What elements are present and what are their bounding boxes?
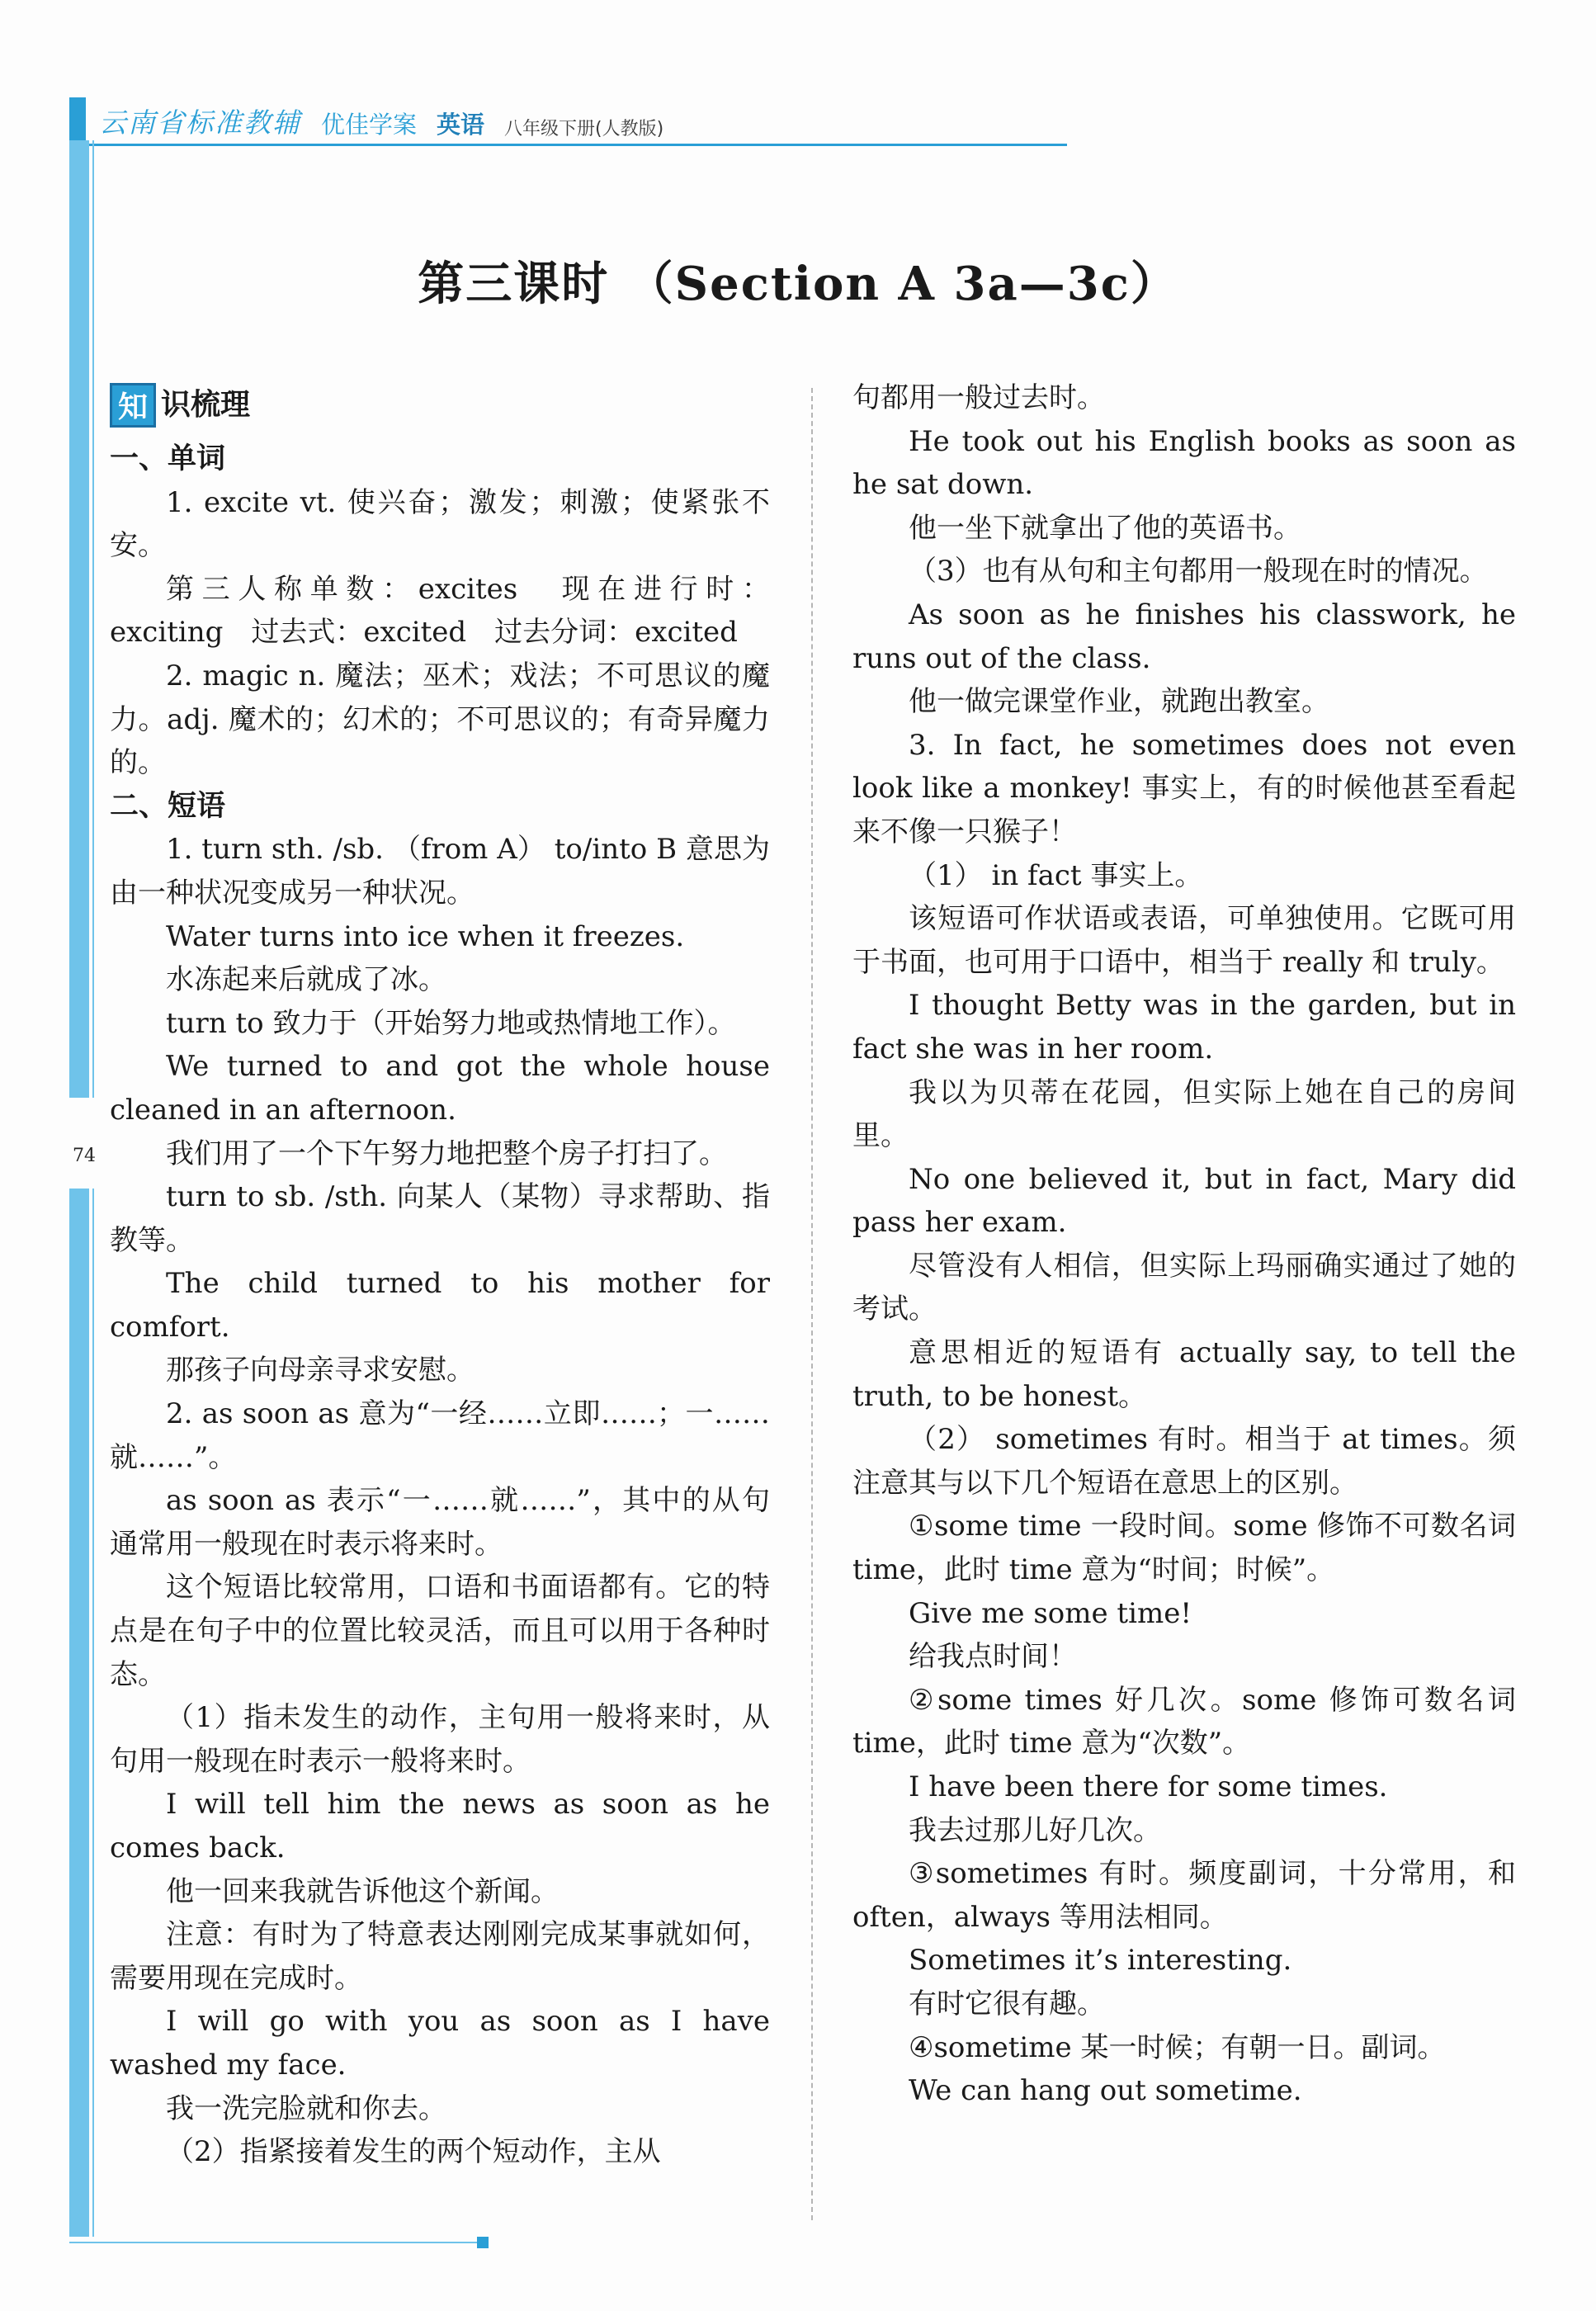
paragraph: ③sometimes 有时。频度副词，十分常用，和 often，always 等用法相同。: [852, 1857, 1516, 1934]
header-corner-block: [69, 97, 86, 140]
paragraph: （3）也有从句和主句都用一般现在时的情况。: [909, 555, 1488, 588]
paragraph: 该短语可作状语或表语，可单独使用。它既可用于书面，也可用于口语中，相当于 really 和 truly。: [852, 902, 1516, 979]
paragraph: Water turns into ice when it freezes.: [166, 919, 685, 953]
side-bar-bottom: [69, 1189, 89, 2237]
paragraph: Sometimes it’s interesting.: [909, 1944, 1292, 1978]
paragraph: ④sometime 某一时候；有朝一日。副词。: [909, 2030, 1446, 2064]
paragraph: I will go with you as soon as I have washed my face.: [110, 2005, 770, 2082]
bottom-rule: [69, 2242, 487, 2243]
paragraph: I will tell him the news as soon as he comes back.: [110, 1788, 770, 1864]
paragraph: ①some time 一段时间。some 修饰不可数名词 time，此时 time 意为“时间；时候”。: [852, 1510, 1516, 1587]
paragraph: 2. as soon as 意为“一经……立即……；一……就……”。: [110, 1397, 770, 1474]
paragraph: （1）指未发生的动作，主句用一般将来时，从句用一般现在时表示一般将来时。: [110, 1701, 770, 1778]
paragraph: 3. In fact, he sometimes does not even look like a monkey! 事实上，有的时候他甚至看起来不像一只猴子！: [852, 728, 1516, 848]
paragraph: 尽管没有人相信，但实际上玛丽确实通过了她的考试。: [852, 1249, 1516, 1326]
lesson-title: 第三课时 （Section A 3a—3c）: [418, 257, 1178, 311]
paragraph: ②some times 好几次。some 修饰可数名词 time，此时 time 意为“次数”。: [852, 1683, 1516, 1760]
paragraph: The child turned to his mother for comfort.: [110, 1267, 770, 1344]
paragraph: 我去过那儿好几次。: [909, 1813, 1161, 1847]
column-divider: [811, 388, 813, 2220]
paragraph: （2）指紧接着发生的两个短动作，主从: [166, 2135, 661, 2169]
paragraph: （1） in fact 事实上。: [909, 858, 1203, 892]
paragraph: 有时它很有趣。: [909, 1987, 1105, 2020]
paragraph: 这个短语比较常用，口语和书面语都有。它的特点是在句子中的位置比较灵活，而且可以用于各种时态。: [110, 1571, 770, 1691]
header-series: 优佳学案: [321, 111, 418, 139]
paragraph: 给我点时间！: [909, 1640, 1077, 1674]
paragraph: as soon as 表示“一……就……”，其中的从句通常用一般现在时表示将来时。: [110, 1484, 770, 1561]
paragraph: 他一做完课堂作业，就跑出教室。: [909, 685, 1329, 719]
paragraph: 注意：有时为了特意表达刚刚完成某事就如何，需要用现在完成时。: [110, 1918, 770, 1995]
section-heading: [110, 376, 770, 434]
right-paragraphs: [852, 376, 1516, 2113]
paragraph: 我以为贝蒂在花园，但实际上她在自己的房间里。: [852, 1075, 1516, 1153]
paragraph: 我一洗完脸就和你去。: [166, 2091, 446, 2125]
bottom-square: [477, 2237, 489, 2248]
paragraph: 1. excite vt. 使兴奋；激发；刺激；使紧张不安。: [110, 485, 770, 563]
paragraph: 第三人称单数：excites 现在进行时：exciting 过去式：excited 过去分词：excited: [110, 572, 770, 650]
section-title: 识梳理: [161, 387, 251, 422]
left-paragraphs: [110, 437, 770, 2174]
section-badge: 知: [110, 383, 156, 428]
paragraph: 他一坐下就拿出了他的英语书。: [909, 511, 1301, 545]
paragraph: We turned to and got the whole house cleaned in an afternoon.: [110, 1050, 770, 1127]
heading: 一、单词: [110, 442, 226, 475]
header-rule: [89, 144, 1067, 146]
paragraph: As soon as he finishes his classwork, he runs out of the class.: [852, 598, 1516, 675]
header-brand: 云南省标准教辅: [99, 106, 301, 139]
paragraph: 句都用一般过去时。: [852, 381, 1105, 414]
paragraph: 1. turn sth. /sb. （from A） to/into B 意思为由一种状况变成另一种状况。: [110, 833, 770, 910]
paragraph: turn to sb. /sth. 向某人（某物）寻求帮助、指教等。: [110, 1180, 770, 1257]
paragraph: 他一回来我就告诉他这个新闻。: [166, 1874, 559, 1908]
side-line-bottom: [92, 1189, 94, 2237]
left-column: [110, 376, 770, 2174]
page-header: [99, 99, 663, 140]
paragraph: 2. magic n. 魔法；巫术；戏法；不可思议的魔力。adj. 魔术的；幻术的；不可思议的；有奇异魔力的。: [110, 659, 770, 780]
paragraph: He took out his English books as soon as he sat down.: [852, 424, 1516, 502]
paragraph: 水冻起来后就成了冰。: [166, 963, 446, 997]
paragraph: 那孩子向母亲寻求安慰。: [166, 1354, 475, 1387]
paragraph: （2） sometimes 有时。相当于 at times。须注意其与以下几个短语在意思上的区别。: [852, 1423, 1516, 1500]
paragraph: We can hang out sometime.: [909, 2074, 1302, 2108]
header-grade: 八年级下册(人教版): [504, 119, 664, 139]
paragraph: Give me some time!: [909, 1596, 1192, 1630]
paragraph: I thought Betty was in the garden, but in fact she was in her room.: [852, 989, 1516, 1066]
paragraph: 我们用了一个下午努力地把整个房子打扫了。: [166, 1137, 727, 1170]
heading: 二、短语: [110, 789, 226, 823]
header-subject: 英语: [437, 111, 485, 139]
paragraph: turn to 致力于（开始努力地或热情地工作）。: [166, 1006, 736, 1040]
paragraph: No one believed it, but in fact, Mary did pass her exam.: [852, 1162, 1516, 1240]
right-column: [852, 376, 1516, 2113]
page-number: 74: [73, 1146, 96, 1166]
paragraph: I have been there for some times.: [909, 1770, 1388, 1803]
paragraph: 意思相近的短语有 actually say, to tell the truth, to be honest。: [852, 1336, 1516, 1413]
